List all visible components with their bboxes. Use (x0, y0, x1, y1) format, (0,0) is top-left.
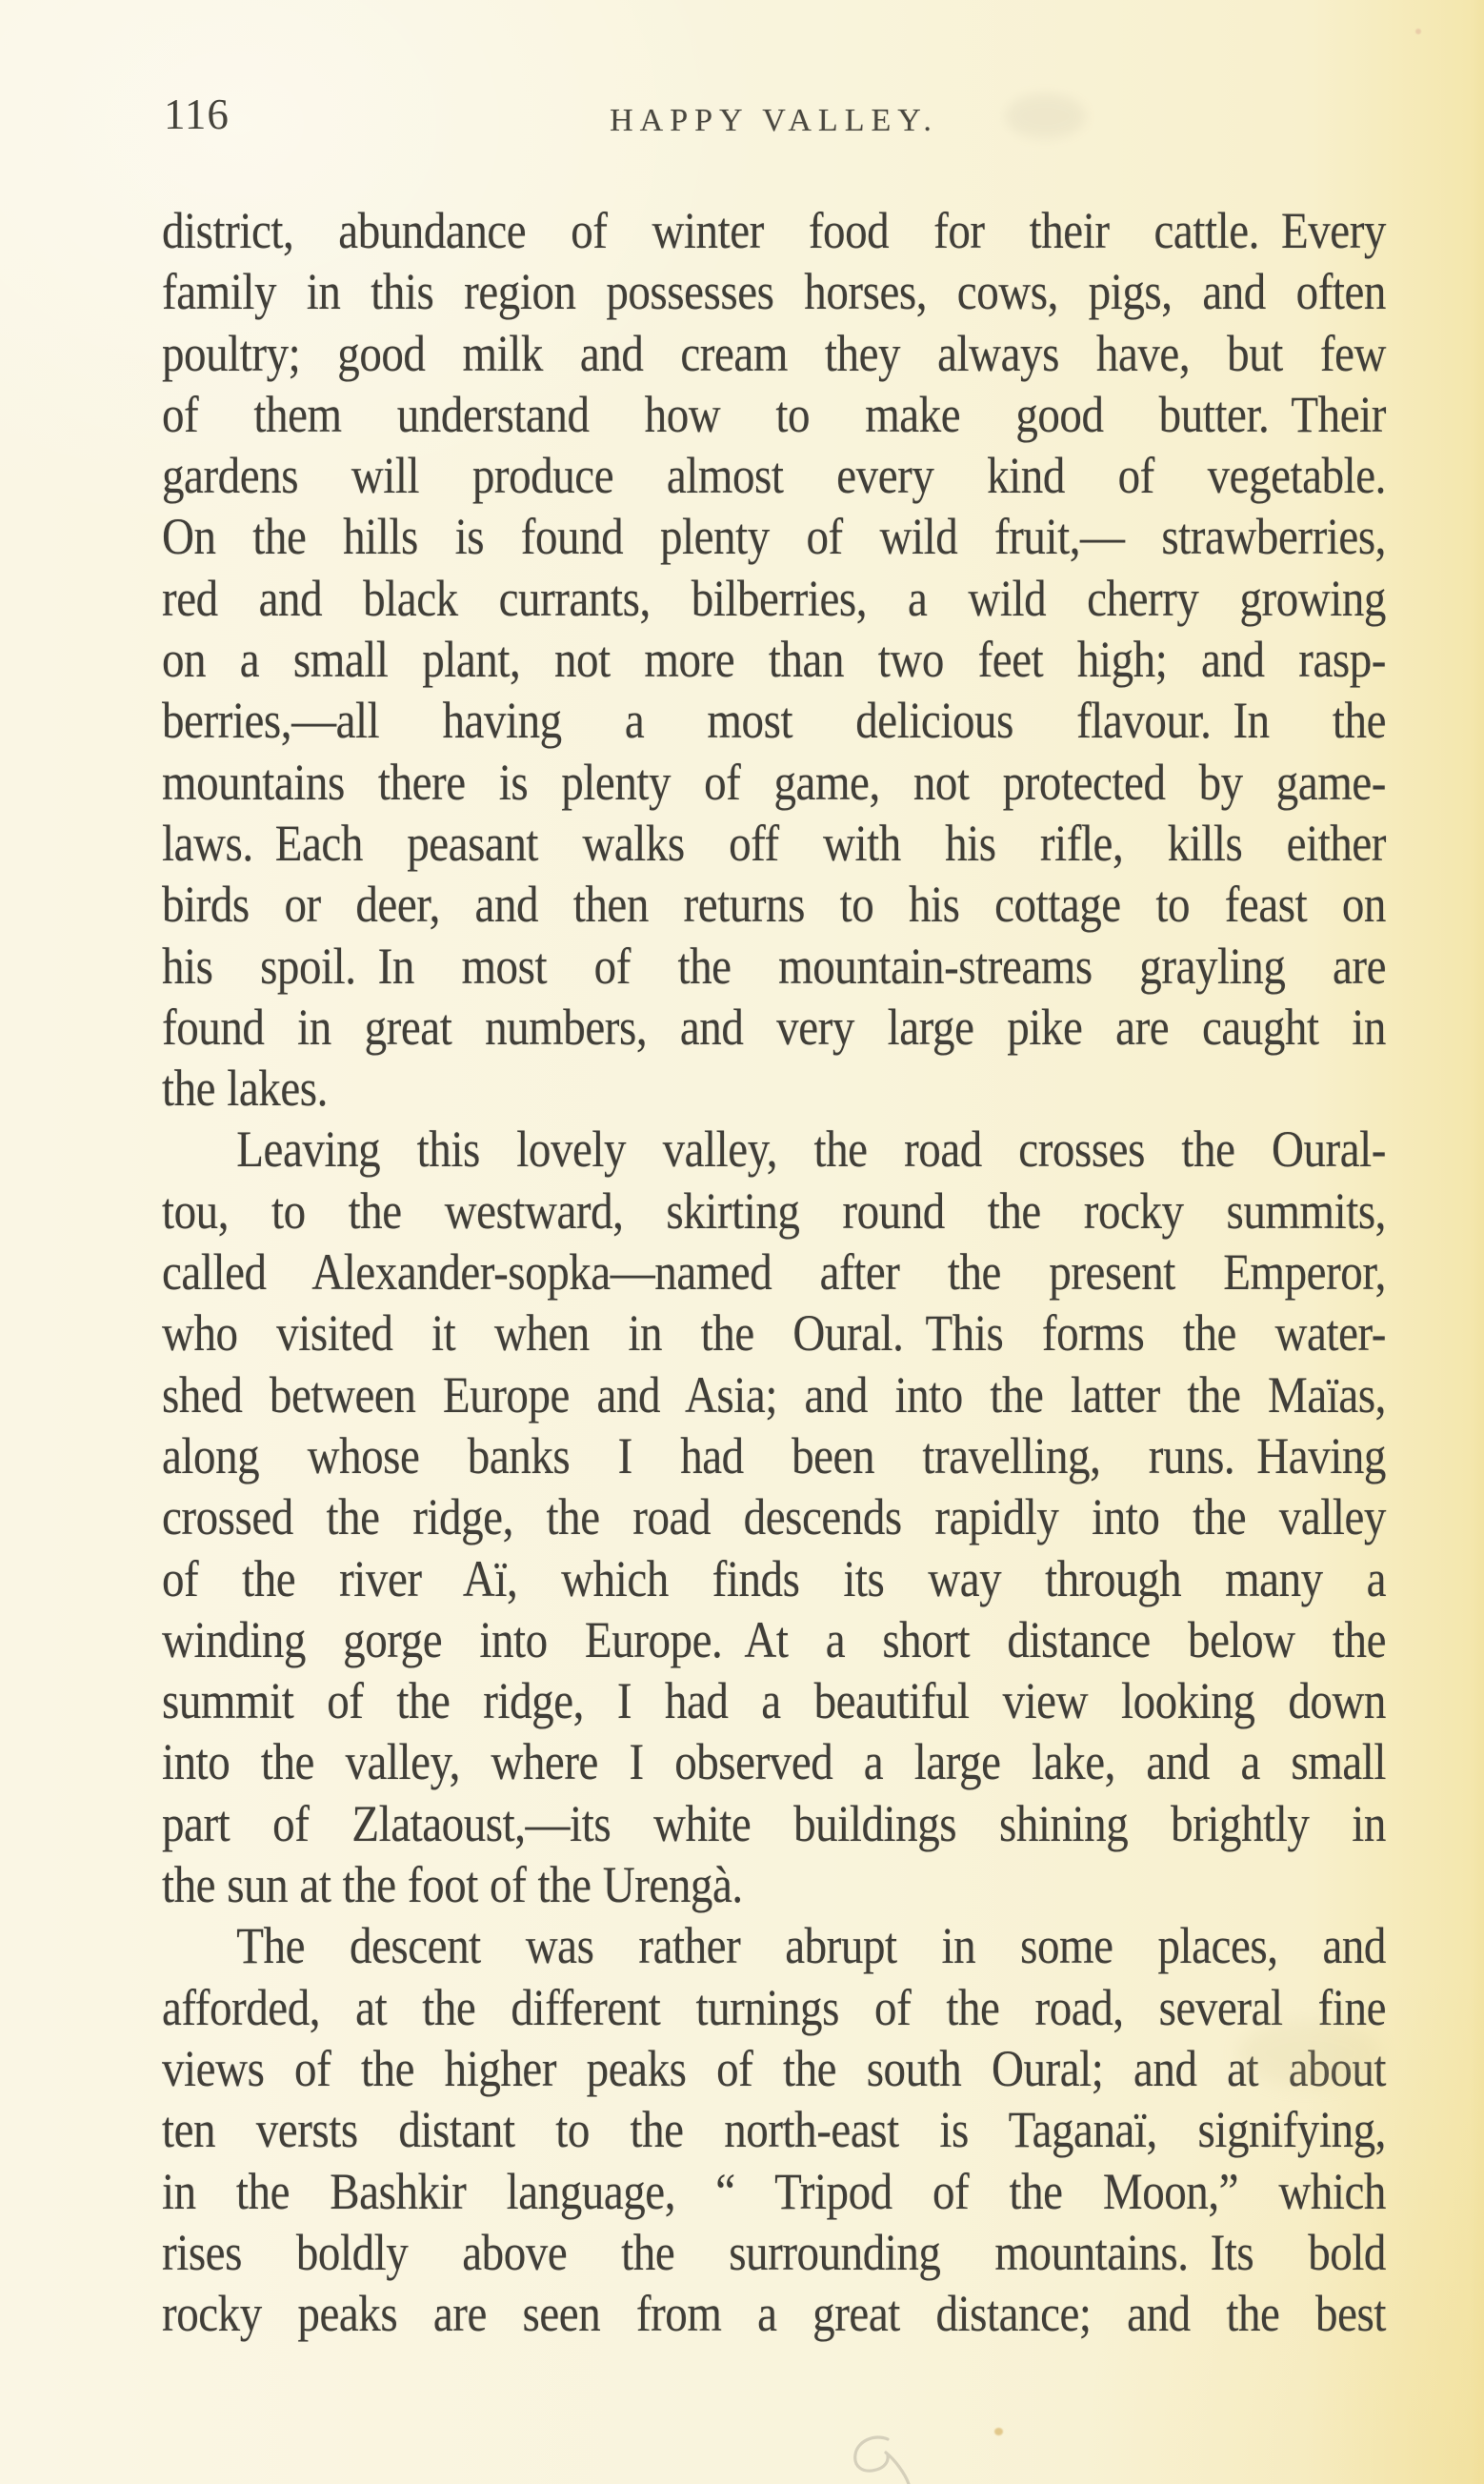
text-line: laws. Each peasant walks off with his rifle, kills either (162, 814, 1386, 872)
text-line: into the valley, where I observed a large lake, and a small (162, 1733, 1386, 1791)
text-line: birds or deer, and then returns to his cottage to feast on (162, 876, 1386, 934)
text-line: the lakes. (162, 1060, 328, 1118)
text-line: ten versts distant to the north-east is Taganaï, signifying, (162, 2101, 1386, 2159)
text-line: The descent was rather abrupt in some places, and (236, 1917, 1386, 1975)
text-line: Leaving this lovely valley, the road crosses the Oural- (236, 1121, 1386, 1179)
text-line: winding gorge into Europe. At a short distance below the (162, 1610, 1386, 1668)
scan-smudge (1005, 93, 1086, 139)
text-line: rises boldly above the surrounding mountains. Its bold (162, 2223, 1386, 2281)
text-line: summit of the ridge, I had a beautiful view looking down (162, 1672, 1386, 1730)
text-line: crossed the ridge, the road descends rapidly into the valley (162, 1488, 1386, 1546)
text-line: berries,—all having a most delicious flavour. In the (162, 692, 1386, 750)
text-line: found in great numbers, and very large pike are caught in (162, 998, 1386, 1056)
text-line: mountains there is plenty of game, not protected by game- (162, 753, 1386, 811)
text-line: along whose banks I had been travelling, runs. Having (162, 1426, 1386, 1484)
text-line: his spoil. In most of the mountain-streams grayling are (162, 937, 1386, 995)
page-number: 116 (164, 91, 230, 138)
page-header (162, 93, 1386, 152)
running-title: HAPPY VALLEY. (610, 103, 938, 138)
text-line: the sun at the foot of the Urengà. (162, 1856, 743, 1914)
text-line: tou, to the westward, skirting round the rocky summits, (162, 1181, 1386, 1240)
text-line: district, abundance of winter food for their cattle. Every (162, 202, 1386, 259)
text-line: red and black currants, bilberries, a wild cherry growing (162, 569, 1386, 627)
text-line: gardens will produce almost every kind of vegetable. (162, 447, 1386, 505)
text-line: of the river Aï, which finds its way through many a (162, 1549, 1386, 1607)
text-line: part of Zlataoust,—its white buildings shining brightly in (162, 1794, 1386, 1852)
scan-smudge (1238, 2020, 1381, 2087)
text-line: called Alexander-sopka—named after the present Emperor, (162, 1243, 1386, 1302)
text-line: afforded, at the different turnings of the road, several fine (162, 1978, 1386, 2036)
text-line: shed between Europe and Asia; and into the latter the Maïas, (162, 1365, 1386, 1424)
text-line: of them understand how to make good butter. Their (162, 385, 1386, 443)
pencil-mark (829, 2432, 933, 2484)
paper-speck (1415, 29, 1421, 34)
text-line: family in this region possesses horses, cows, pigs, and often (162, 263, 1386, 321)
text-line: rocky peaks are seen from a great distance; and the best (162, 2285, 1386, 2343)
text-line: in the Bashkir language, “ Tripod of the Moon,” which (162, 2162, 1386, 2220)
paper-speck (994, 2428, 1003, 2435)
text-line: who visited it when in the Oural. This forms the water- (162, 1304, 1386, 1363)
text-line: On the hills is found plenty of wild fruit,— strawberries, (162, 508, 1386, 566)
text-line: views of the higher peaks of the south Oural; and at about (162, 2039, 1386, 2097)
text-line: poultry; good milk and cream they always have, but few (162, 324, 1386, 382)
text-line: on a small plant, not more than two feet high; and rasp- (162, 631, 1386, 689)
